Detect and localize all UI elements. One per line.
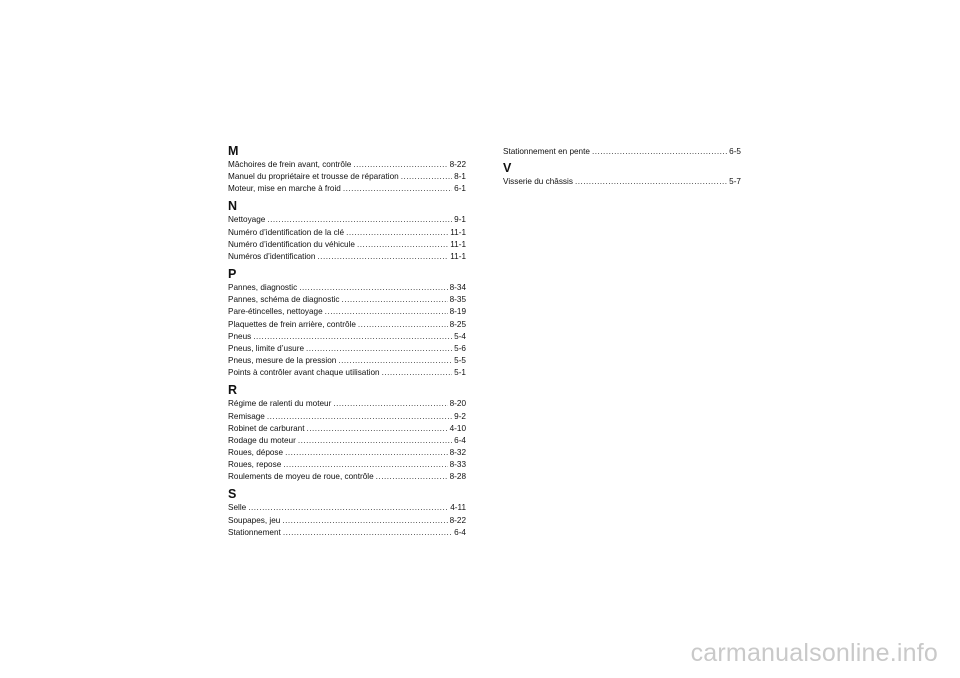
section-letter: N <box>228 199 238 214</box>
index-entry <box>228 306 466 318</box>
entry-text: Remisage <box>228 411 265 421</box>
entry-text: Soupapes, jeu <box>228 515 281 525</box>
entry-text: Manuel du propriétaire et trousse de réparation <box>228 172 399 182</box>
entry-text: Visserie du châssis <box>503 177 573 187</box>
entry-page: 11-1 <box>450 251 466 261</box>
dot-leader <box>285 447 448 459</box>
dot-leader <box>306 423 447 435</box>
entry-text: Stationnement <box>228 527 281 537</box>
entry-text: Pannes, schéma de diagnostic <box>228 295 340 305</box>
entry-text: Stationnement en pente <box>503 147 590 156</box>
dot-leader <box>248 502 448 514</box>
index-entry <box>228 515 466 527</box>
entry-text: Régime de ralenti du moteur <box>228 399 332 409</box>
section-letter: S <box>228 487 237 502</box>
entry-page: 5-4 <box>454 331 466 341</box>
index-entry <box>228 459 466 471</box>
dot-leader <box>376 471 448 483</box>
index-entry <box>228 398 466 410</box>
dot-leader <box>283 459 447 471</box>
dot-leader <box>382 367 453 379</box>
entry-text: Numéros d’identification <box>228 251 316 261</box>
index-section <box>228 384 466 483</box>
index-entry <box>228 239 466 251</box>
entry-page: 6-4 <box>454 527 466 537</box>
index-entry <box>228 171 466 183</box>
entry-page: 8-33 <box>449 460 466 470</box>
entry-text: Rodage du moteur <box>228 435 296 445</box>
index-entry <box>228 319 466 331</box>
entry-page: 5-6 <box>454 343 466 353</box>
dot-leader <box>325 306 448 318</box>
entry-page: 6-4 <box>454 435 466 445</box>
index-entry <box>228 411 466 423</box>
section-letter: R <box>228 383 238 398</box>
entry-page: 8-22 <box>449 160 466 169</box>
index-section <box>503 162 741 188</box>
index-entry <box>228 502 466 514</box>
dot-leader <box>353 159 447 171</box>
entry-page: 8-28 <box>449 472 466 482</box>
entry-text: Pare-étincelles, nettoyage <box>228 307 323 317</box>
index-entry <box>228 331 466 343</box>
entry-text: Numéro d’identification du véhicule <box>228 239 355 249</box>
dot-leader <box>282 515 447 527</box>
dot-leader <box>267 411 452 423</box>
entry-page: 8-1 <box>454 172 466 182</box>
index-entry <box>228 471 466 483</box>
dot-leader <box>338 355 452 367</box>
dot-leader <box>283 527 452 539</box>
entry-text: Mâchoires de frein avant, contrôle <box>228 160 352 169</box>
dot-leader <box>343 183 452 195</box>
entry-text: Points à contrôler avant chaque utilisation <box>228 368 380 378</box>
index-entry <box>228 343 466 355</box>
index-entry <box>228 251 466 263</box>
dot-leader <box>317 251 448 263</box>
entry-page: 4-10 <box>449 423 466 433</box>
section-letter: P <box>228 267 237 282</box>
watermark: carmanualsonline.info <box>690 639 938 667</box>
dot-leader <box>401 171 452 183</box>
dot-leader <box>358 319 448 331</box>
index-entry <box>228 367 466 379</box>
index-entry <box>228 294 466 306</box>
entry-text: Nettoyage <box>228 215 266 225</box>
entry-page: 4-11 <box>450 503 466 513</box>
entry-page: 8-20 <box>449 399 466 409</box>
index-entry <box>228 159 466 171</box>
entry-page: 8-32 <box>449 447 466 457</box>
dot-leader <box>575 176 727 188</box>
entry-page: 8-34 <box>449 283 466 293</box>
index-entry <box>228 527 466 539</box>
dot-leader <box>357 239 448 251</box>
entry-text: Numéro d’identification de la clé <box>228 227 345 237</box>
dot-leader <box>306 343 452 355</box>
index-section <box>228 145 466 195</box>
entry-text: Plaquettes de frein arrière, contrôle <box>228 319 356 329</box>
entry-page: 9-2 <box>454 411 466 421</box>
entry-text: Moteur, mise en marche à froid <box>228 184 341 194</box>
entry-page: 5-5 <box>454 356 466 366</box>
dot-leader <box>267 214 452 226</box>
index-section <box>228 268 466 379</box>
entry-text: Roues, dépose <box>228 447 284 457</box>
index-entry <box>228 435 466 447</box>
entry-text: Robinet de carburant <box>228 423 305 433</box>
section-letter: V <box>503 161 512 176</box>
index-entry <box>228 447 466 459</box>
index-column-right <box>503 146 741 188</box>
index-section <box>228 200 466 263</box>
index-entry <box>503 146 741 158</box>
entry-page: 8-22 <box>449 515 466 525</box>
index-entry <box>228 227 466 239</box>
section-letter: M <box>228 144 239 158</box>
entry-page: 6-1 <box>454 184 466 194</box>
entry-text: Pneus <box>228 331 252 341</box>
dot-leader <box>253 331 452 343</box>
entry-text: Roulements de moyeu de roue, contrôle <box>228 472 374 482</box>
dot-leader <box>342 294 448 306</box>
index-entry <box>228 214 466 226</box>
entry-page: 8-19 <box>449 307 466 317</box>
dot-leader <box>333 398 447 410</box>
index-entry <box>228 282 466 294</box>
entry-page: 5-7 <box>729 177 741 187</box>
dot-leader <box>592 146 727 158</box>
entry-text: Pneus, mesure de la pression <box>228 356 337 366</box>
entry-page: 11-1 <box>450 239 466 249</box>
entry-page: 6-5 <box>729 147 741 156</box>
index-entry <box>228 183 466 195</box>
entry-page: 9-1 <box>454 215 466 225</box>
entry-page: 11-1 <box>450 227 466 237</box>
dot-leader <box>346 227 448 239</box>
entry-page: 8-25 <box>449 319 466 329</box>
index-section <box>503 146 741 158</box>
dot-leader <box>299 282 447 294</box>
index-entry <box>503 176 741 188</box>
index-column-left <box>228 145 466 539</box>
entry-page: 8-35 <box>449 295 466 305</box>
dot-leader <box>298 435 452 447</box>
entry-text: Pannes, diagnostic <box>228 283 298 293</box>
entry-text: Roues, repose <box>228 460 282 470</box>
index-entry <box>228 423 466 435</box>
entry-text: Selle <box>228 503 247 513</box>
index-entry <box>228 355 466 367</box>
entry-page: 5-1 <box>454 368 466 378</box>
index-section <box>228 488 466 538</box>
entry-text: Pneus, limite d’usure <box>228 343 304 353</box>
